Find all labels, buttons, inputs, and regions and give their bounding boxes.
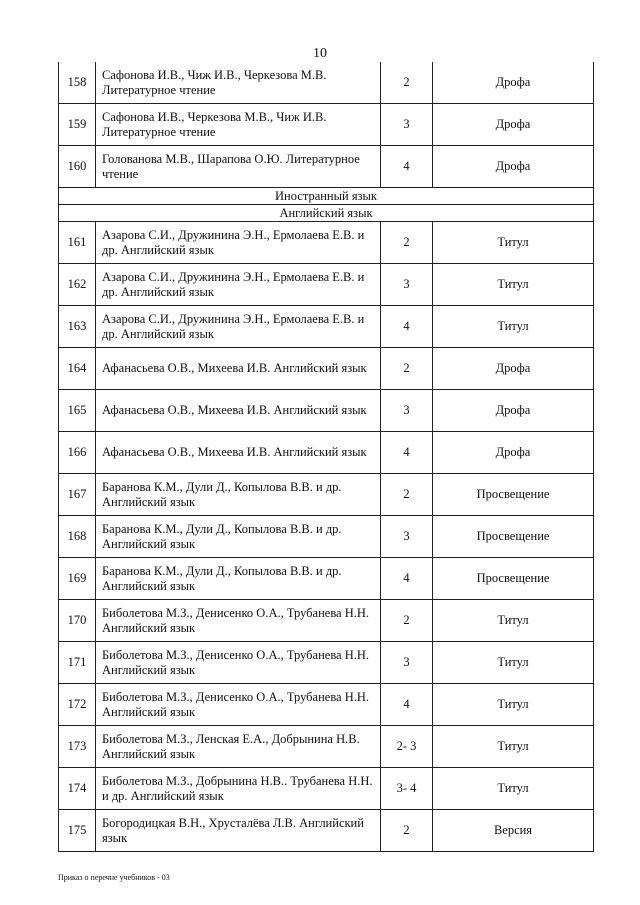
- row-number: 159: [59, 104, 96, 146]
- row-number: 163: [59, 306, 96, 348]
- grade: 2: [381, 474, 433, 516]
- row-number: 172: [59, 684, 96, 726]
- grade: 4: [381, 306, 433, 348]
- publisher: Просвещение: [433, 558, 594, 600]
- row-number: 169: [59, 558, 96, 600]
- table-row: [59, 810, 594, 852]
- table-row: [59, 146, 594, 188]
- author-title: Афанасьева О.В., Михеева И.В. Английский язык: [96, 390, 381, 432]
- publisher: Версия: [433, 810, 594, 852]
- row-number: 174: [59, 768, 96, 810]
- author-title: Биболетова М.З., Денисенко О.А., Трубанева Н.Н. Английский язык: [96, 642, 381, 684]
- grade: 3: [381, 642, 433, 684]
- grade: 3: [381, 104, 433, 146]
- publisher: Просвещение: [433, 474, 594, 516]
- row-number: 166: [59, 432, 96, 474]
- row-number: 161: [59, 222, 96, 264]
- table-row: [59, 348, 594, 390]
- publisher: Титул: [433, 264, 594, 306]
- publisher: Дрофа: [433, 348, 594, 390]
- table-row: [59, 62, 594, 104]
- author-title: Баранова К.М., Дули Д., Копылова В.В. и др. Английский язык: [96, 474, 381, 516]
- row-number: 165: [59, 390, 96, 432]
- table-row: [59, 600, 594, 642]
- author-title: Сафонова И.В., Чиж И.В., Черкезова М.В. Литературное чтение: [96, 62, 381, 104]
- author-title: Афанасьева О.В., Михеева И.В. Английский язык: [96, 348, 381, 390]
- author-title: Биболетова М.З., Добрынина Н.В.. Трубанева Н.Н. и др. Английский язык: [96, 768, 381, 810]
- author-title: Биболетова М.З., Денисенко О.А., Трубанева Н.Н. Английский язык: [96, 600, 381, 642]
- section-row: [59, 205, 594, 222]
- table-row: [59, 474, 594, 516]
- table-row: [59, 306, 594, 348]
- author-title: Биболетова М.З., Денисенко О.А., Трубанева Н.Н. Английский язык: [96, 684, 381, 726]
- publisher: Титул: [433, 600, 594, 642]
- author-title: Азарова С.И., Дружинина Э.Н., Ермолаева Е.В. и др. Английский язык: [96, 264, 381, 306]
- grade: 2: [381, 222, 433, 264]
- author-title: Азарова С.И., Дружинина Э.Н., Ермолаева Е.В. и др. Английский язык: [96, 306, 381, 348]
- footer-note: Приказ о перечне учебников - 03: [58, 873, 170, 882]
- grade: 3: [381, 516, 433, 558]
- literature-rows: [59, 62, 594, 188]
- grade: 3: [381, 264, 433, 306]
- grade: 4: [381, 684, 433, 726]
- author-title: Баранова К.М., Дули Д., Копылова В.В. и др. Английский язык: [96, 516, 381, 558]
- table-row: [59, 768, 594, 810]
- english-rows: [59, 222, 594, 852]
- grade: 3: [381, 390, 433, 432]
- publisher: Титул: [433, 684, 594, 726]
- row-number: 175: [59, 810, 96, 852]
- table-row: [59, 726, 594, 768]
- row-number: 168: [59, 516, 96, 558]
- publisher: Титул: [433, 768, 594, 810]
- grade: 4: [381, 432, 433, 474]
- publisher: Просвещение: [433, 516, 594, 558]
- textbook-table: [58, 62, 594, 852]
- row-number: 170: [59, 600, 96, 642]
- row-number: 160: [59, 146, 96, 188]
- table-row: [59, 104, 594, 146]
- author-title: Богородицкая В.Н., Хрусталёва Л.В. Английский язык: [96, 810, 381, 852]
- table-row: [59, 264, 594, 306]
- row-number: 164: [59, 348, 96, 390]
- row-number: 167: [59, 474, 96, 516]
- author-title: Сафонова И.В., Черкезова М.В., Чиж И.В. Литературное чтение: [96, 104, 381, 146]
- grade: 2: [381, 62, 433, 104]
- author-title: Биболетова М.З., Ленская Е.А., Добрынина Н.В. Английский язык: [96, 726, 381, 768]
- publisher: Титул: [433, 306, 594, 348]
- grade: 2: [381, 348, 433, 390]
- table-row: [59, 516, 594, 558]
- publisher: Титул: [433, 726, 594, 768]
- publisher: Дрофа: [433, 432, 594, 474]
- publisher: Дрофа: [433, 104, 594, 146]
- row-number: 158: [59, 62, 96, 104]
- grade: 3- 4: [381, 768, 433, 810]
- publisher: Титул: [433, 642, 594, 684]
- publisher: Титул: [433, 222, 594, 264]
- grade: 4: [381, 146, 433, 188]
- row-number: 162: [59, 264, 96, 306]
- table-row: [59, 684, 594, 726]
- table-row: [59, 558, 594, 600]
- section-foreign-language: Иностранный язык: [59, 188, 594, 205]
- grade: 2- 3: [381, 726, 433, 768]
- author-title: Голованова М.В., Шарапова О.Ю. Литературное чтение: [96, 146, 381, 188]
- row-number: 173: [59, 726, 96, 768]
- grade: 2: [381, 600, 433, 642]
- page-number: 10: [313, 46, 327, 61]
- row-number: 171: [59, 642, 96, 684]
- publisher: Дрофа: [433, 146, 594, 188]
- section-row: [59, 188, 594, 205]
- table-row: [59, 432, 594, 474]
- section-headers: [59, 188, 594, 222]
- author-title: Баранова К.М., Дули Д., Копылова В.В. и др. Английский язык: [96, 558, 381, 600]
- grade: 2: [381, 810, 433, 852]
- grade: 4: [381, 558, 433, 600]
- publisher: Дрофа: [433, 390, 594, 432]
- section-english: Английский язык: [59, 205, 594, 222]
- publisher: Дрофа: [433, 62, 594, 104]
- table-row: [59, 390, 594, 432]
- author-title: Афанасьева О.В., Михеева И.В. Английский язык: [96, 432, 381, 474]
- author-title: Азарова С.И., Дружинина Э.Н., Ермолаева Е.В. и др. Английский язык: [96, 222, 381, 264]
- table-row: [59, 222, 594, 264]
- table-row: [59, 642, 594, 684]
